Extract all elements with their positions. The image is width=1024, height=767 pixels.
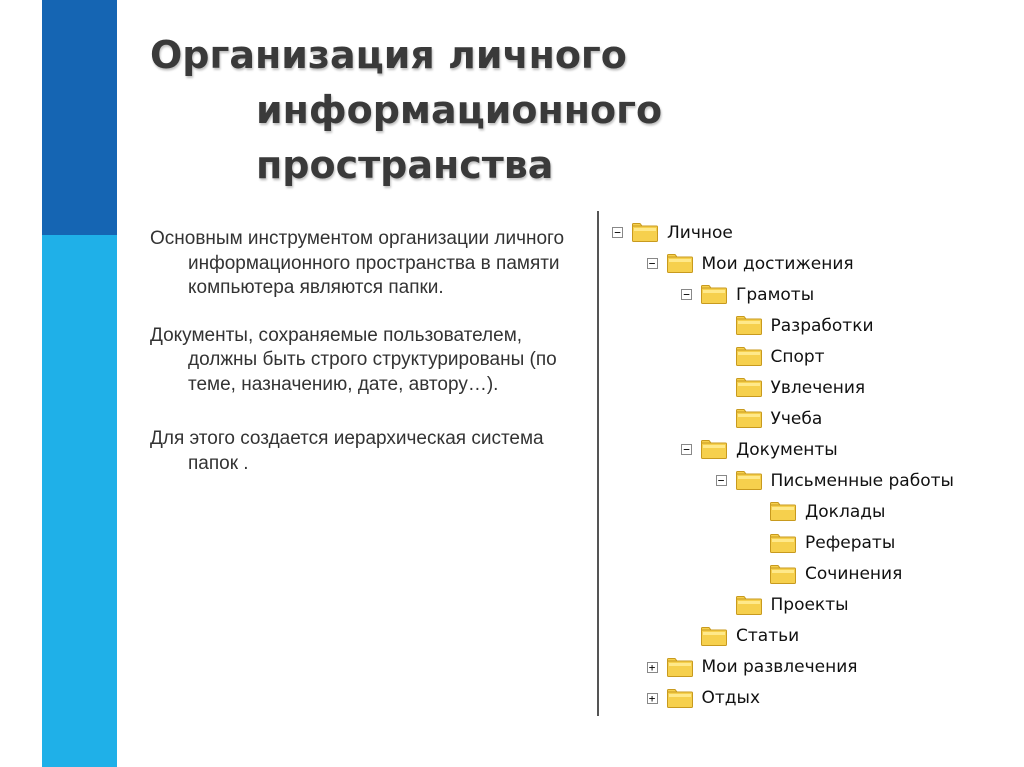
title-line-2: информационного bbox=[256, 88, 663, 132]
tree-node[interactable] bbox=[750, 496, 885, 527]
tree-node[interactable] bbox=[681, 434, 838, 465]
folder-label[interactable]: Разработки bbox=[770, 315, 874, 336]
folder-icon bbox=[735, 408, 763, 429]
folder-icon bbox=[700, 284, 728, 305]
tree-node[interactable] bbox=[647, 652, 858, 683]
folder-label[interactable]: Увлечения bbox=[770, 377, 866, 398]
toggle-spacer bbox=[716, 351, 727, 362]
folder-label[interactable]: Личное bbox=[667, 222, 733, 243]
folder-label[interactable]: Проекты bbox=[770, 595, 849, 616]
toggle-spacer bbox=[716, 382, 727, 393]
toggle-spacer bbox=[750, 569, 761, 580]
folder-icon bbox=[700, 626, 728, 647]
collapse-icon[interactable]: − bbox=[681, 444, 692, 455]
title-line-1: Организация личного bbox=[150, 33, 627, 77]
folder-icon bbox=[666, 657, 694, 678]
tree-node[interactable] bbox=[681, 279, 814, 310]
toggle-spacer bbox=[681, 631, 692, 642]
folder-icon bbox=[735, 470, 763, 491]
folder-label[interactable]: Мои достижения bbox=[701, 253, 854, 274]
folder-icon bbox=[735, 595, 763, 616]
paragraph-folders-tool: Основным инструментом организации личного информационного пространства в памяти компьютера являются папки. bbox=[150, 228, 565, 298]
tree-node[interactable] bbox=[612, 217, 733, 248]
toggle-spacer bbox=[750, 538, 761, 549]
tree-node[interactable] bbox=[750, 559, 902, 590]
expand-icon[interactable]: + bbox=[647, 693, 658, 704]
tree-node[interactable] bbox=[716, 372, 866, 403]
folder-label[interactable]: Статьи bbox=[736, 626, 800, 647]
folder-label[interactable]: Сочинения bbox=[805, 564, 903, 585]
title-line-3: пространства bbox=[256, 143, 554, 187]
folder-label[interactable]: Отдых bbox=[701, 688, 761, 709]
tree-node[interactable] bbox=[647, 683, 761, 714]
tree-node[interactable] bbox=[716, 341, 825, 372]
folder-label[interactable]: Грамоты bbox=[736, 284, 815, 305]
paragraph-hierarchy: Для этого создается иерархическая система папок . bbox=[150, 428, 544, 474]
folder-icon bbox=[666, 688, 694, 709]
toggle-spacer bbox=[716, 320, 727, 331]
tree-node[interactable] bbox=[750, 528, 895, 559]
toggle-spacer bbox=[750, 506, 761, 517]
folder-icon bbox=[735, 315, 763, 336]
tree-node[interactable] bbox=[681, 621, 799, 652]
folder-icon bbox=[735, 377, 763, 398]
folder-icon bbox=[666, 253, 694, 274]
collapse-icon[interactable]: − bbox=[681, 289, 692, 300]
folder-icon bbox=[769, 533, 797, 554]
folder-label[interactable]: Спорт bbox=[770, 346, 825, 367]
paragraph-structuring: Документы, сохраняемые пользователем, должны быть строго структурированы (по теме, назначению, дате, автору…). bbox=[150, 324, 557, 395]
folder-label[interactable]: Рефераты bbox=[805, 533, 896, 553]
toggle-spacer bbox=[716, 413, 727, 424]
folder-label[interactable]: Доклады bbox=[805, 501, 886, 522]
folder-icon bbox=[700, 439, 728, 460]
folder-label[interactable]: Документы bbox=[736, 439, 838, 460]
tree-node[interactable] bbox=[716, 590, 849, 621]
tree-node[interactable] bbox=[716, 465, 954, 496]
expand-icon[interactable]: + bbox=[647, 662, 658, 673]
tree-node[interactable] bbox=[716, 403, 823, 434]
folder-label[interactable]: Учеба bbox=[770, 408, 823, 429]
folder-icon bbox=[769, 501, 797, 522]
collapse-icon[interactable]: − bbox=[716, 475, 727, 486]
collapse-icon[interactable]: − bbox=[612, 227, 623, 238]
folder-icon bbox=[631, 222, 659, 243]
folder-label[interactable]: Мои развлечения bbox=[701, 657, 858, 678]
collapse-icon[interactable]: − bbox=[647, 258, 658, 269]
tree-node[interactable] bbox=[716, 310, 874, 341]
folder-icon bbox=[735, 346, 763, 367]
toggle-spacer bbox=[716, 600, 727, 611]
folder-icon bbox=[769, 564, 797, 585]
tree-node[interactable] bbox=[647, 248, 854, 279]
folder-label[interactable]: Письменные работы bbox=[770, 470, 954, 491]
